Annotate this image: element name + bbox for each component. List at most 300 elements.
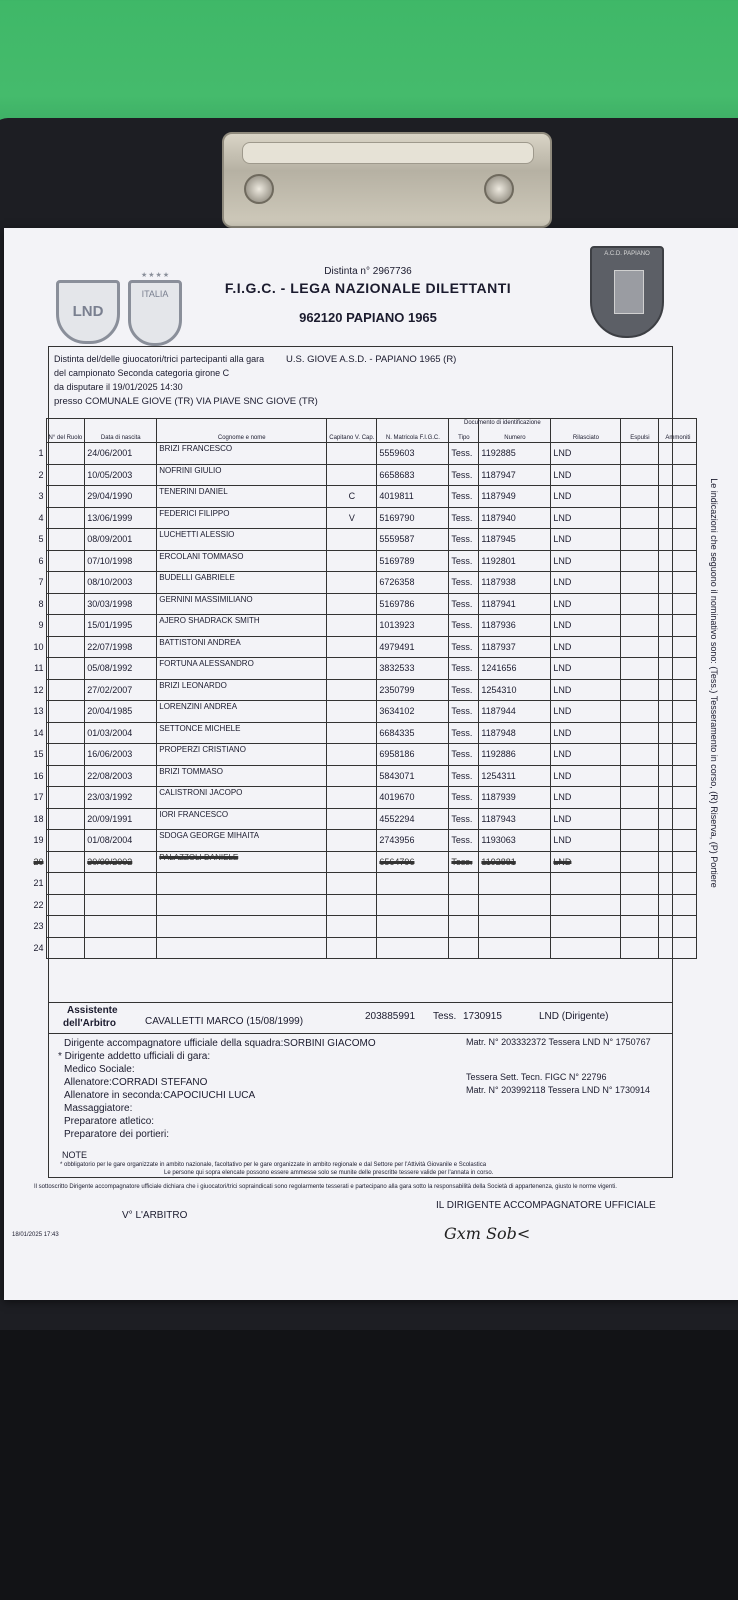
ruolo-cell bbox=[46, 916, 85, 938]
ammoniti-cell bbox=[659, 679, 697, 701]
birthdate-cell: 24/06/2001 bbox=[85, 443, 157, 465]
ruolo-cell bbox=[46, 937, 85, 959]
assistente-ril: LND (Dirigente) bbox=[539, 1011, 609, 1022]
espulsi-cell bbox=[621, 851, 659, 873]
ruolo-cell bbox=[46, 808, 85, 830]
numero-cell: 1187947 bbox=[479, 464, 551, 486]
player-name-cell: TENERINI DANIEL bbox=[157, 486, 327, 508]
row-number: 2 bbox=[38, 469, 44, 480]
player-name-cell: AJERO SHADRACK SMITH bbox=[157, 615, 327, 637]
rilasciato-cell: LND bbox=[551, 615, 621, 637]
ruolo-cell bbox=[46, 851, 85, 873]
clip-rivet-right bbox=[484, 174, 514, 204]
ruolo-cell bbox=[46, 658, 85, 680]
matricola-cell bbox=[377, 916, 449, 938]
col-numero: Numero bbox=[479, 419, 551, 443]
birthdate-cell: 01/08/2004 bbox=[85, 830, 157, 852]
staff-dirigente: Dirigente accompagnatore ufficiale della squadra:SORBINI GIACOMO bbox=[64, 1038, 376, 1049]
ammoniti-cell bbox=[659, 464, 697, 486]
player-name-cell bbox=[157, 873, 327, 895]
ruolo-cell bbox=[46, 443, 85, 465]
italia-logo bbox=[128, 272, 182, 346]
rilasciato-cell: LND bbox=[551, 830, 621, 852]
ammoniti-cell bbox=[659, 722, 697, 744]
table-row bbox=[28, 916, 697, 938]
player-name-cell bbox=[157, 894, 327, 916]
captain-cell bbox=[327, 894, 377, 916]
col-rilasciato: Rilasciato bbox=[551, 419, 621, 443]
ammoniti-cell bbox=[659, 507, 697, 529]
espulsi-cell bbox=[621, 679, 659, 701]
col-ammoniti: Ammoniti bbox=[659, 419, 697, 443]
tipo-cell: Tess. bbox=[449, 787, 479, 809]
row-number: 19 bbox=[33, 835, 44, 846]
captain-cell bbox=[327, 464, 377, 486]
table-row bbox=[28, 593, 697, 615]
footer-timestamp: 18/01/2025 17:43 bbox=[12, 1232, 59, 1238]
row-number: 10 bbox=[33, 641, 44, 652]
espulsi-cell bbox=[621, 443, 659, 465]
lnd-logo: LND bbox=[56, 280, 120, 344]
rilasciato-cell: LND bbox=[551, 658, 621, 680]
numero-cell: 1187943 bbox=[479, 808, 551, 830]
numero-cell: 1254311 bbox=[479, 765, 551, 787]
side-note bbox=[704, 408, 719, 968]
captain-cell bbox=[327, 830, 377, 852]
espulsi-cell bbox=[621, 744, 659, 766]
tower-icon bbox=[614, 270, 644, 314]
assistente-label2: dell'Arbitro bbox=[63, 1018, 116, 1029]
player-name-cell bbox=[157, 937, 327, 959]
ammoniti-cell bbox=[659, 486, 697, 508]
table-row bbox=[28, 572, 697, 594]
info-venue: presso COMUNALE GIOVE (TR) VIA PIAVE SNC GIOVE (TR) bbox=[54, 396, 318, 407]
birthdate-cell: 23/03/1992 bbox=[85, 787, 157, 809]
numero-cell: 1187949 bbox=[479, 486, 551, 508]
birthdate-cell: 22/08/2003 bbox=[85, 765, 157, 787]
numero-cell bbox=[479, 937, 551, 959]
ruolo-cell bbox=[46, 722, 85, 744]
crest-text: A.C.D. PAPIANO bbox=[604, 251, 650, 257]
ruolo-cell bbox=[46, 894, 85, 916]
captain-cell bbox=[327, 636, 377, 658]
player-name-cell: NOFRINI GIULIO bbox=[157, 464, 327, 486]
captain-cell bbox=[327, 529, 377, 551]
assistente-row bbox=[48, 1002, 673, 1034]
ruolo-cell bbox=[46, 701, 85, 723]
birthdate-cell: 30/03/1998 bbox=[85, 593, 157, 615]
tipo-cell: Tess. bbox=[449, 765, 479, 787]
tipo-cell: Tess. bbox=[449, 658, 479, 680]
espulsi-cell bbox=[621, 765, 659, 787]
captain-cell bbox=[327, 593, 377, 615]
ruolo-cell bbox=[46, 679, 85, 701]
matricola-cell bbox=[377, 873, 449, 895]
row-number: 7 bbox=[38, 577, 44, 588]
rilasciato-cell bbox=[551, 937, 621, 959]
matricola-cell: 3634102 bbox=[377, 701, 449, 723]
captain-cell bbox=[327, 873, 377, 895]
note-label: NOTE bbox=[62, 1150, 88, 1160]
row-number: 3 bbox=[38, 491, 44, 502]
numero-cell: 1187948 bbox=[479, 722, 551, 744]
player-name-cell: PALAZZOLI DANIELE bbox=[157, 851, 327, 873]
table-row bbox=[28, 937, 697, 959]
numero-cell: 1193063 bbox=[479, 830, 551, 852]
numero-cell: 1187938 bbox=[479, 572, 551, 594]
signature: Gxm Sob< bbox=[444, 1224, 531, 1243]
ruolo-cell bbox=[46, 486, 85, 508]
row-number: 5 bbox=[38, 534, 44, 545]
row-number: 1 bbox=[38, 448, 44, 459]
numero-cell: 1187941 bbox=[479, 593, 551, 615]
matricola-cell: 4552294 bbox=[377, 808, 449, 830]
birthdate-cell: 30/09/2002 bbox=[85, 851, 157, 873]
rilasciato-cell: LND bbox=[551, 593, 621, 615]
row-number: 24 bbox=[33, 942, 44, 953]
captain-cell bbox=[327, 787, 377, 809]
matricola-cell: 4019811 bbox=[377, 486, 449, 508]
captain-cell bbox=[327, 722, 377, 744]
table-row bbox=[28, 636, 697, 658]
matricola-cell: 4979491 bbox=[377, 636, 449, 658]
table-row bbox=[28, 529, 697, 551]
rilasciato-cell: LND bbox=[551, 808, 621, 830]
rilasciato-cell bbox=[551, 916, 621, 938]
assistente-num: 1730915 bbox=[463, 1011, 502, 1022]
captain-cell bbox=[327, 808, 377, 830]
birthdate-cell: 15/01/1995 bbox=[85, 615, 157, 637]
matricola-cell: 5169789 bbox=[377, 550, 449, 572]
tipo-cell: Tess. bbox=[449, 830, 479, 852]
table-row bbox=[28, 701, 697, 723]
birthdate-cell: 22/07/1998 bbox=[85, 636, 157, 658]
ruolo-cell bbox=[46, 873, 85, 895]
row-number: 21 bbox=[33, 878, 44, 889]
espulsi-cell bbox=[621, 894, 659, 916]
rilasciato-cell: LND bbox=[551, 744, 621, 766]
captain-cell bbox=[327, 443, 377, 465]
player-name-cell: SETTONCE MICHELE bbox=[157, 722, 327, 744]
footer-arbitro: V° L'ARBITRO bbox=[122, 1210, 188, 1221]
tipo-cell: Tess. bbox=[449, 486, 479, 508]
ammoniti-cell bbox=[659, 550, 697, 572]
staff-seconda-matr: Matr. N° 203992118 Tessera LND N° 1730914 bbox=[466, 1085, 650, 1095]
captain-cell: V bbox=[327, 507, 377, 529]
assistente-name: CAVALLETTI MARCO (15/08/1999) bbox=[145, 1016, 304, 1027]
espulsi-cell bbox=[621, 593, 659, 615]
birthdate-cell: 27/02/2007 bbox=[85, 679, 157, 701]
captain-cell bbox=[327, 765, 377, 787]
ammoniti-cell bbox=[659, 593, 697, 615]
birthdate-cell: 08/09/2001 bbox=[85, 529, 157, 551]
birthdate-cell: 07/10/1998 bbox=[85, 550, 157, 572]
ruolo-cell bbox=[46, 529, 85, 551]
rilasciato-cell: LND bbox=[551, 787, 621, 809]
rilasciato-cell: LND bbox=[551, 550, 621, 572]
numero-cell: 1192881 bbox=[479, 851, 551, 873]
player-name-cell: SDOGA GEORGE MIHAITA bbox=[157, 830, 327, 852]
italia-logo-text: ITALIA bbox=[141, 289, 169, 299]
birthdate-cell: 29/04/1990 bbox=[85, 486, 157, 508]
ammoniti-cell bbox=[659, 701, 697, 723]
tipo-cell: Tess. bbox=[449, 464, 479, 486]
matricola-cell: 5559603 bbox=[377, 443, 449, 465]
numero-cell bbox=[479, 916, 551, 938]
table-row bbox=[28, 873, 697, 895]
tipo-cell: Tess. bbox=[449, 529, 479, 551]
clip-bar bbox=[242, 142, 534, 164]
row-number: 18 bbox=[33, 813, 44, 824]
matricola-cell: 6684335 bbox=[377, 722, 449, 744]
tipo-cell bbox=[449, 937, 479, 959]
rilasciato-cell: LND bbox=[551, 529, 621, 551]
tipo-cell: Tess. bbox=[449, 808, 479, 830]
roster-header bbox=[28, 419, 697, 443]
birthdate-cell: 20/04/1985 bbox=[85, 701, 157, 723]
player-name-cell bbox=[157, 916, 327, 938]
tipo-cell: Tess. bbox=[449, 722, 479, 744]
assistente-tipo: Tess. bbox=[433, 1011, 457, 1022]
numero-cell: 1187944 bbox=[479, 701, 551, 723]
row-number: 16 bbox=[33, 770, 44, 781]
matricola-cell bbox=[377, 894, 449, 916]
rilasciato-cell: LND bbox=[551, 507, 621, 529]
note-declaration: Il sottoscritto Dirigente accompagnatore ufficiale dichiara che i giuocatori/trici sopraindicati sono regolarmente tesserati e partecipano alla gara sotto la responsabilità della Società di appartenenza, giusto le norme vigenti. bbox=[34, 1184, 617, 1190]
matricola-cell: 5169790 bbox=[377, 507, 449, 529]
table-row bbox=[28, 507, 697, 529]
birthdate-cell: 20/09/1991 bbox=[85, 808, 157, 830]
tipo-cell: Tess. bbox=[449, 701, 479, 723]
player-name-cell: PROPERZI CRISTIANO bbox=[157, 744, 327, 766]
table-row bbox=[28, 615, 697, 637]
col-nascita: Data di nascita bbox=[85, 419, 157, 443]
ammoniti-cell bbox=[659, 744, 697, 766]
rilasciato-cell bbox=[551, 894, 621, 916]
matricola-cell: 6658683 bbox=[377, 464, 449, 486]
ammoniti-cell bbox=[659, 529, 697, 551]
match-name: U.S. GIOVE A.S.D. - PAPIANO 1965 (R) bbox=[286, 354, 457, 365]
matricola-cell: 2743956 bbox=[377, 830, 449, 852]
info-line1: Distinta del/delle giuocatori/trici partecipanti alla gara bbox=[54, 354, 265, 364]
numero-cell: 1187945 bbox=[479, 529, 551, 551]
numero-cell: 1187936 bbox=[479, 615, 551, 637]
tipo-cell: Tess. bbox=[449, 615, 479, 637]
ammoniti-cell bbox=[659, 830, 697, 852]
row-number: 8 bbox=[38, 598, 44, 609]
matricola-cell bbox=[377, 937, 449, 959]
tipo-cell: Tess. bbox=[449, 572, 479, 594]
rilasciato-cell: LND bbox=[551, 679, 621, 701]
col-capitano: Capitano V. Cap. bbox=[327, 419, 377, 443]
numero-cell: 1192886 bbox=[479, 744, 551, 766]
espulsi-cell bbox=[621, 572, 659, 594]
col-nome: Cognome e nome bbox=[157, 419, 327, 443]
rilasciato-cell: LND bbox=[551, 636, 621, 658]
ammoniti-cell bbox=[659, 765, 697, 787]
espulsi-cell bbox=[621, 636, 659, 658]
table-row bbox=[28, 658, 697, 680]
tipo-cell bbox=[449, 873, 479, 895]
player-name-cell: BRIZI TOMMASO bbox=[157, 765, 327, 787]
numero-cell: 1187937 bbox=[479, 636, 551, 658]
player-name-cell: BUDELLI GABRIELE bbox=[157, 572, 327, 594]
captain-cell bbox=[327, 572, 377, 594]
captain-cell bbox=[327, 658, 377, 680]
ammoniti-cell bbox=[659, 851, 697, 873]
player-name-cell: GERNINI MASSIMILIANO bbox=[157, 593, 327, 615]
ruolo-cell bbox=[46, 572, 85, 594]
rilasciato-cell: LND bbox=[551, 572, 621, 594]
table-row bbox=[28, 486, 697, 508]
ammoniti-cell bbox=[659, 636, 697, 658]
col-tipo: Tipo bbox=[449, 419, 479, 443]
staff-portieri: Preparatore dei portieri: bbox=[64, 1129, 170, 1140]
table-row bbox=[28, 744, 697, 766]
espulsi-cell bbox=[621, 550, 659, 572]
captain-cell bbox=[327, 851, 377, 873]
captain-cell bbox=[327, 550, 377, 572]
table-row bbox=[28, 830, 697, 852]
col-matricola: N. Matricola F.I.G.C. bbox=[377, 419, 449, 443]
rilasciato-cell: LND bbox=[551, 464, 621, 486]
ruolo-cell bbox=[46, 507, 85, 529]
roster-table bbox=[28, 418, 697, 959]
staff-allenatore-sett: Tessera Sett. Tecn. FIGC N° 22796 bbox=[466, 1072, 607, 1082]
birthdate-cell: 05/08/1992 bbox=[85, 658, 157, 680]
ammoniti-cell bbox=[659, 937, 697, 959]
background-lap bbox=[0, 1330, 738, 1600]
matricola-cell: 5559587 bbox=[377, 529, 449, 551]
table-row bbox=[28, 787, 697, 809]
tipo-cell: Tess. bbox=[449, 851, 479, 873]
tipo-cell bbox=[449, 916, 479, 938]
player-name-cell: CALISTRONI JACOPO bbox=[157, 787, 327, 809]
staff-medico: Medico Sociale: bbox=[64, 1064, 135, 1075]
staff-dirigente-matr: Matr. N° 203332372 Tessera LND N° 1750767 bbox=[466, 1037, 651, 1047]
assistente-label1: Assistente bbox=[67, 1005, 118, 1016]
espulsi-cell bbox=[621, 916, 659, 938]
espulsi-cell bbox=[621, 722, 659, 744]
ammoniti-cell bbox=[659, 572, 697, 594]
footer-dirigente: IL DIRIGENTE ACCOMPAGNATORE UFFICIALE bbox=[436, 1200, 656, 1211]
staff-atletico: Preparatore atletico: bbox=[64, 1116, 155, 1127]
table-row bbox=[28, 679, 697, 701]
birthdate-cell bbox=[85, 873, 157, 895]
tipo-cell: Tess. bbox=[449, 744, 479, 766]
espulsi-cell bbox=[621, 507, 659, 529]
staff-addetto: * Dirigente addetto ufficiali di gara: bbox=[58, 1051, 211, 1062]
numero-cell bbox=[479, 894, 551, 916]
ruolo-cell bbox=[46, 636, 85, 658]
birthdate-cell bbox=[85, 937, 157, 959]
tipo-cell: Tess. bbox=[449, 636, 479, 658]
note-fine1: * obbligatorio per le gare organizzate in ambito nazionale, facoltativo per le gare organizzate in ambito regionale e dal Settore per l'Attività Giovanile e Scolastica bbox=[60, 1162, 487, 1168]
birthdate-cell: 10/05/2003 bbox=[85, 464, 157, 486]
numero-cell: 1241656 bbox=[479, 658, 551, 680]
rilasciato-cell: LND bbox=[551, 443, 621, 465]
birthdate-cell: 01/03/2004 bbox=[85, 722, 157, 744]
rilasciato-cell bbox=[551, 873, 621, 895]
espulsi-cell bbox=[621, 701, 659, 723]
ammoniti-cell bbox=[659, 873, 697, 895]
row-number: 4 bbox=[38, 512, 44, 523]
tipo-cell: Tess. bbox=[449, 443, 479, 465]
matricola-cell: 5843071 bbox=[377, 765, 449, 787]
table-row bbox=[28, 550, 697, 572]
info-championship: del campionato Seconda categoria girone C bbox=[54, 368, 230, 378]
ammoniti-cell bbox=[659, 658, 697, 680]
col-index bbox=[28, 419, 46, 443]
espulsi-cell bbox=[621, 486, 659, 508]
side-note-text: Le indicazioni che seguono il nominativo sono: (Tess.) Tesseramento in corso, (R) Riserva, (P) Portiere bbox=[709, 478, 719, 888]
ammoniti-cell bbox=[659, 808, 697, 830]
player-name-cell: BRIZI FRANCESCO bbox=[157, 443, 327, 465]
row-number: 15 bbox=[33, 749, 44, 760]
espulsi-cell bbox=[621, 658, 659, 680]
espulsi-cell bbox=[621, 464, 659, 486]
player-name-cell: ERCOLANI TOMMASO bbox=[157, 550, 327, 572]
birthdate-cell: 16/06/2003 bbox=[85, 744, 157, 766]
staff-seconda: Allenatore in seconda:CAPOCIUCHI LUCA bbox=[64, 1090, 256, 1101]
tipo-cell: Tess. bbox=[449, 679, 479, 701]
row-number: 6 bbox=[38, 555, 44, 566]
table-row bbox=[28, 765, 697, 787]
row-number: 12 bbox=[33, 684, 44, 695]
ruolo-cell bbox=[46, 593, 85, 615]
captain-cell bbox=[327, 615, 377, 637]
player-name-cell: FEDERICI FILIPPO bbox=[157, 507, 327, 529]
staff-allenatore: Allenatore:CORRADI STEFANO bbox=[64, 1077, 208, 1088]
distinta-number: Distinta n° 2967736 bbox=[324, 266, 412, 277]
numero-cell: 1192885 bbox=[479, 443, 551, 465]
table-row bbox=[28, 894, 697, 916]
matricola-cell: 6564796 bbox=[377, 851, 449, 873]
numero-cell: 1187939 bbox=[479, 787, 551, 809]
row-number: 9 bbox=[38, 620, 44, 631]
table-row bbox=[28, 851, 697, 873]
player-name-cell: FORTUNA ALESSANDRO bbox=[157, 658, 327, 680]
col-ruolo: N° del Ruolo bbox=[46, 419, 85, 443]
row-number: 20 bbox=[33, 856, 44, 867]
ruolo-cell bbox=[46, 550, 85, 572]
table-row bbox=[28, 464, 697, 486]
captain-cell bbox=[327, 937, 377, 959]
ruolo-cell bbox=[46, 744, 85, 766]
row-number: 22 bbox=[33, 899, 44, 910]
captain-cell bbox=[327, 701, 377, 723]
numero-cell: 1187940 bbox=[479, 507, 551, 529]
birthdate-cell: 13/06/1999 bbox=[85, 507, 157, 529]
matricola-cell: 6958186 bbox=[377, 744, 449, 766]
espulsi-cell bbox=[621, 937, 659, 959]
rilasciato-cell: LND bbox=[551, 765, 621, 787]
table-row bbox=[28, 443, 697, 465]
player-name-cell: LORENZINI ANDREA bbox=[157, 701, 327, 723]
ammoniti-cell bbox=[659, 443, 697, 465]
staff-massaggiatore: Massaggiatore: bbox=[64, 1103, 133, 1114]
ruolo-cell bbox=[46, 787, 85, 809]
birthdate-cell bbox=[85, 916, 157, 938]
birthdate-cell bbox=[85, 894, 157, 916]
ammoniti-cell bbox=[659, 787, 697, 809]
table-row bbox=[28, 808, 697, 830]
ammoniti-cell bbox=[659, 916, 697, 938]
numero-cell: 1254310 bbox=[479, 679, 551, 701]
espulsi-cell bbox=[621, 787, 659, 809]
note-fine2: Le persone qui sopra elencate possono essere ammesse solo se munite delle prescritte tessere valide per l'annata in corso. bbox=[164, 1170, 494, 1176]
ammoniti-cell bbox=[659, 894, 697, 916]
